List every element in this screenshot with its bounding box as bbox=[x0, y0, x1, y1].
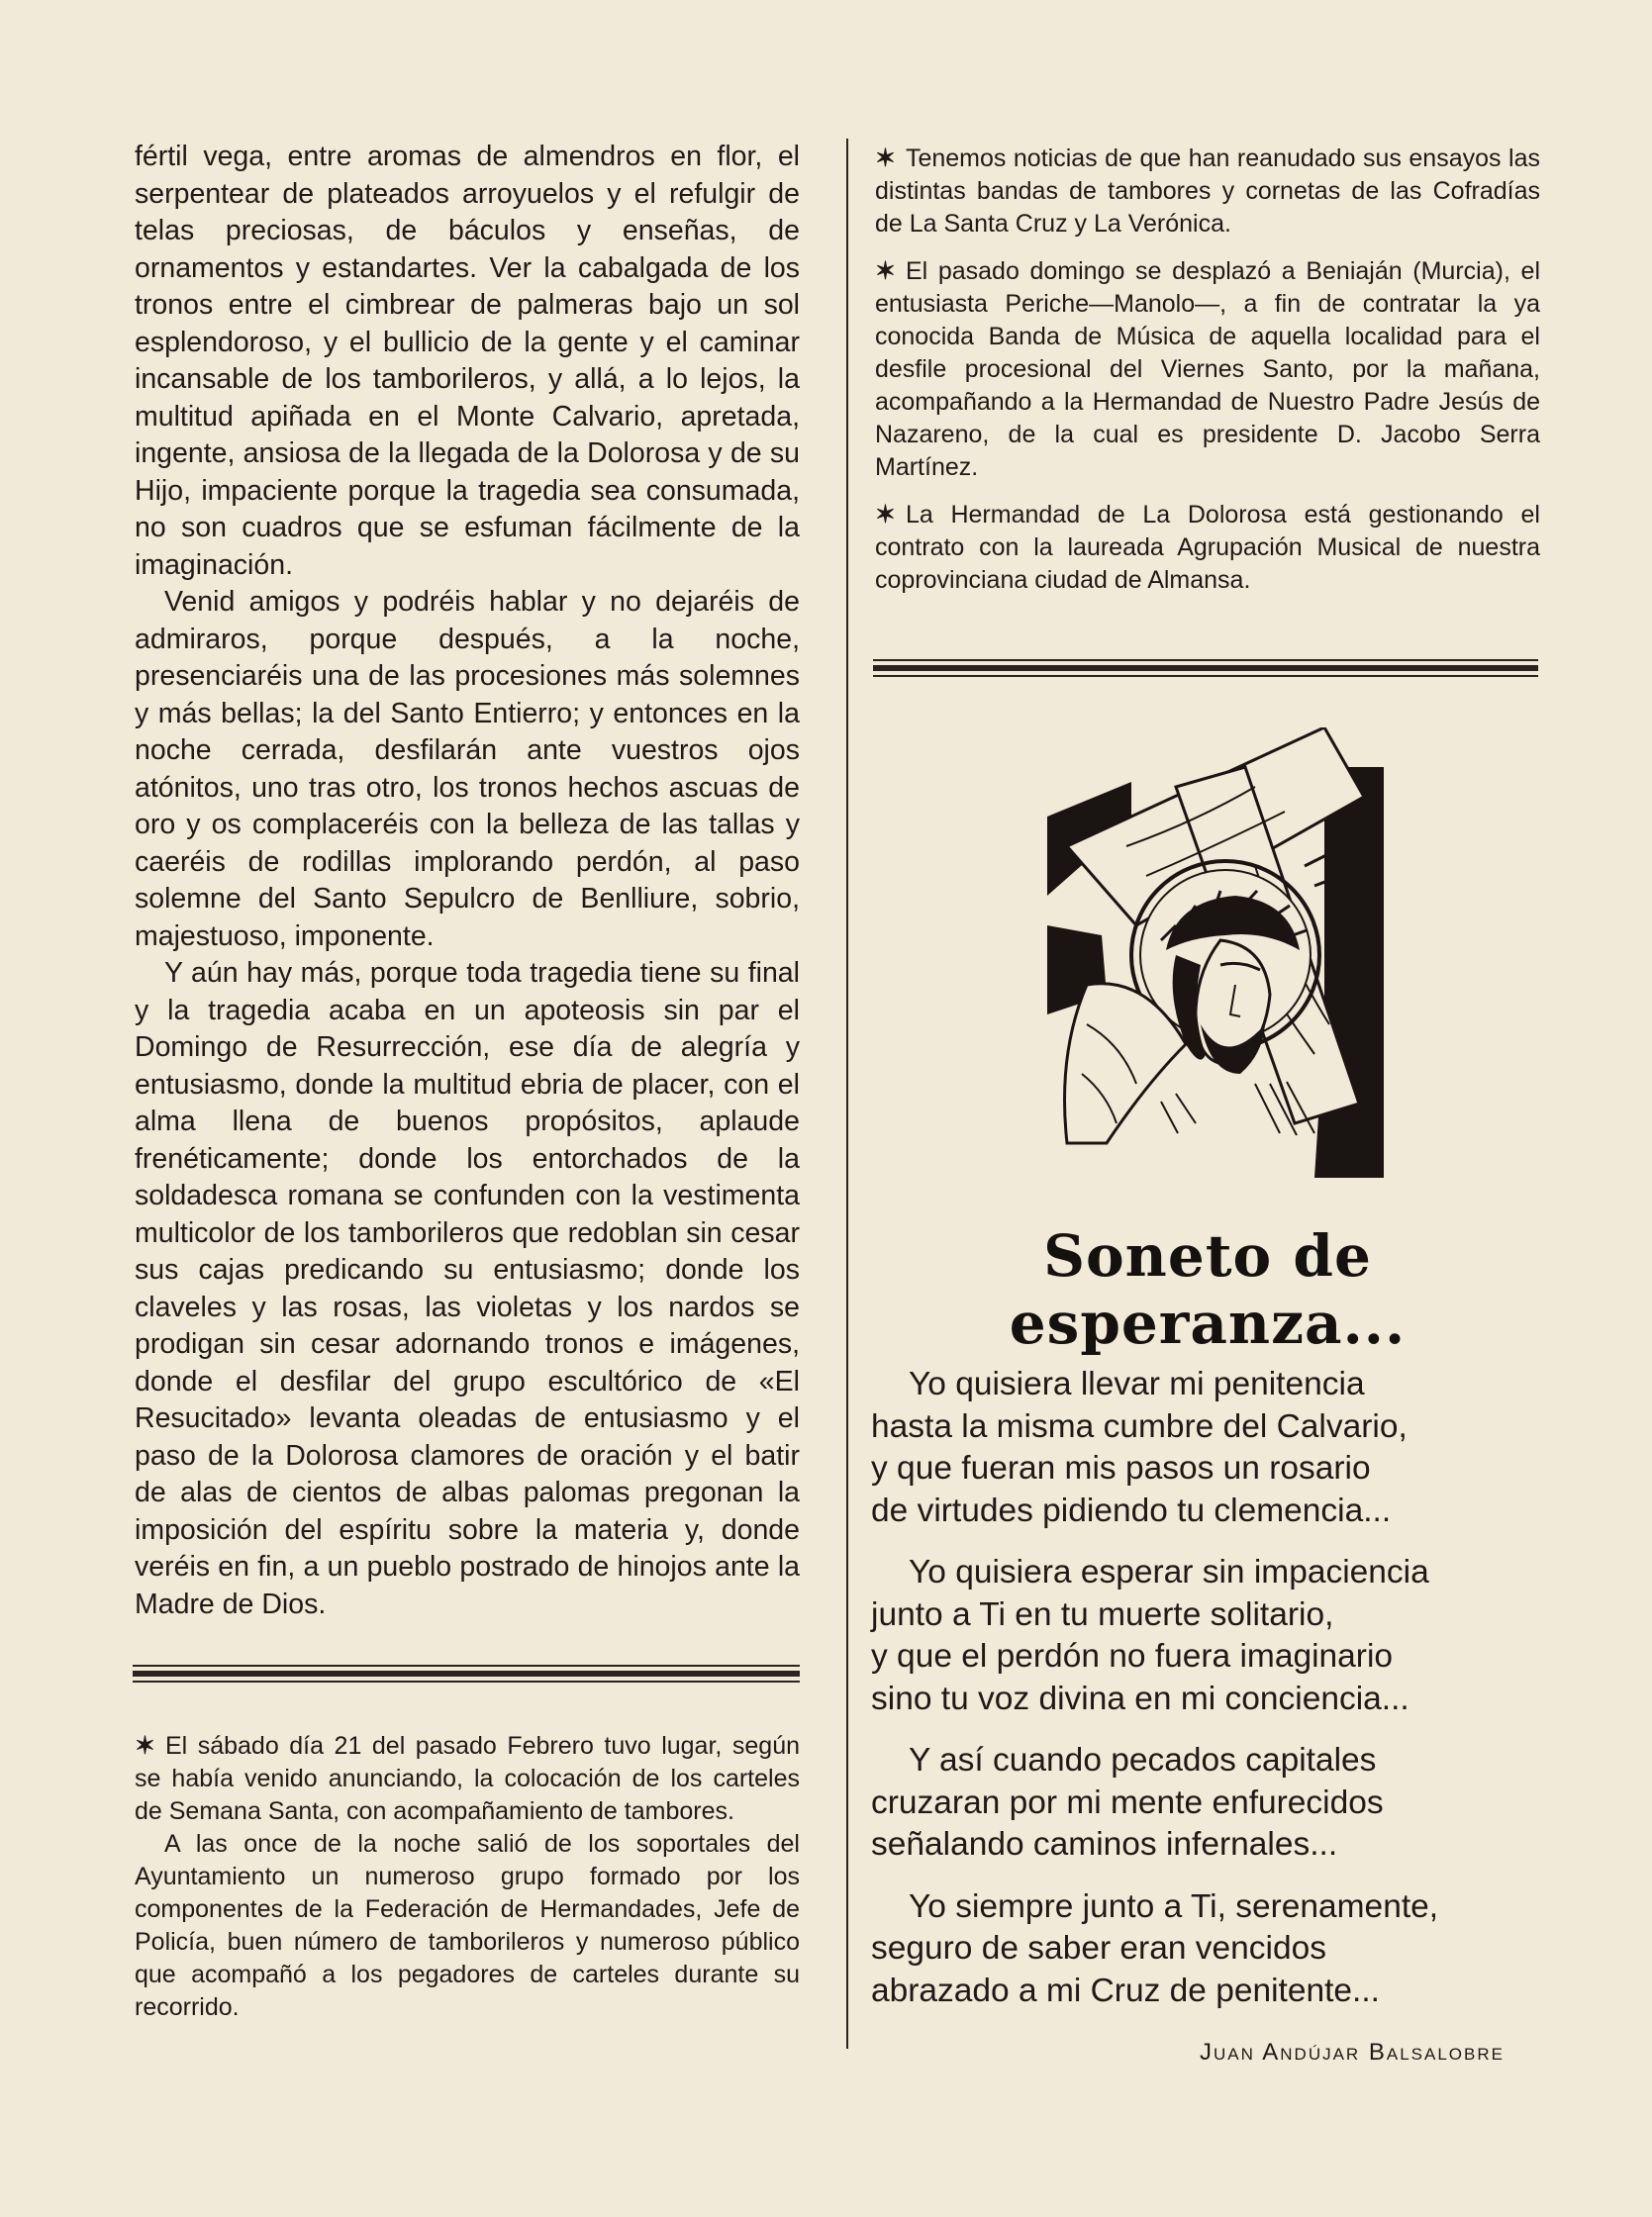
poem-line: y que el perdón no fuera imaginario bbox=[871, 1638, 1394, 1675]
note-item bbox=[875, 143, 1540, 241]
note-text: El pasado domingo se desplazó a Beniaján (Murcia), el entusiasta Periche—Manolo—, a fin de contratar la ya conocida Banda de Música de aquella localidad para el desfile procesional del Viernes Santo, por la mañana, acompañando a la Hermandad de Nuestro Padre Jesús de Nazareno, de la cual es presidente D. Jacobo Serra Martínez. bbox=[875, 257, 1540, 481]
poem-stanza bbox=[871, 1886, 1554, 2013]
left-news-notes bbox=[135, 1730, 800, 2024]
poem-line: junto a Ti en tu muerte solitario, bbox=[871, 1595, 1334, 1633]
star-bullet-icon: ✶ bbox=[875, 501, 896, 529]
poem-line: Yo quisiera esperar sin impaciencia bbox=[909, 1554, 1429, 1590]
star-bullet-icon: ✶ bbox=[135, 1732, 155, 1760]
poem-line: Y así cuando pecados capitales bbox=[909, 1742, 1377, 1779]
note-item bbox=[875, 499, 1540, 597]
poem-author: Juan Andújar Balsalobre bbox=[1200, 2039, 1505, 2066]
article-paragraph: Y aún hay más, porque toda tragedia tiene su final y la tragedia acaba en un apoteosis sin par el Domingo de Resurrección, ese día de alegría y entusiasmo, donde la multitud ebria de placer, con el alma llena de buenos propósitos, aplaude frenéticamente; donde los entorchados de la soldadesca romana se confunden con la vestimenta multicolor de los tamborileros que redoblan sin cesar sus cajas predicando su entusiasmo; donde los claveles y las rosas, las violetas y los nardos se prodigan sin cesar adornando tronos e imágenes, donde el desfilar del grupo escultórico de «El Resucitado» levanta oleadas de entusiasmo y el paso de la Dolorosa clamores de oración y el batir de alas de cientos de albas palomas pregonan la imposición del espíritu sobre la materia y, donde veréis en fin, a un pueblo postrado de hinojos ante la Madre de Dios. bbox=[135, 957, 800, 1620]
left-divider-rule bbox=[133, 1665, 800, 1683]
christ-with-cross-icon bbox=[1027, 727, 1423, 1193]
poem-body bbox=[871, 1364, 1554, 2032]
left-column-article bbox=[135, 139, 800, 1623]
note-text: A las once de la noche salió de los soportales del Ayuntamiento un numeroso grupo formado por los componentes de la Federación de Hermandades, Jefe de Policía, buen número de tamborileros y numeroso público que acompañó a los pegadores de carteles durante su recorrido. bbox=[135, 1830, 800, 2021]
poem-stanza bbox=[871, 1552, 1554, 1720]
note-item bbox=[875, 255, 1540, 484]
poem-line: Yo siempre junto a Ti, serenamente, bbox=[909, 1887, 1439, 1925]
note-text: El sábado día 21 del pasado Febrero tuvo lugar, según se había venido anunciando, la colocación de los carteles de Semana Santa, con acompañamiento de tambores. bbox=[135, 1732, 800, 1825]
poem-line: y que fueran mis pasos un rosario bbox=[871, 1450, 1371, 1487]
poem-stanza bbox=[871, 1740, 1554, 1867]
article-paragraph: fértil vega, entre aromas de almendros en flor, el serpentear de plateados arroyuelos y el refulgir de telas preciosas, de báculos y enseñas, de ornamentos y estandartes. Ver la cabalgada de los tronos entre el cimbrear de palmeras bajo un sol esplendoroso, y el bullicio de la gente y el caminar incansable de los tamborileros, y allá, a lo lejos, la multitud apiñada en el Monte Calvario, apretada, ingente, ansiosa de la llegada de la Dolorosa y de su Hijo, impaciente porque la tragedia sea consumada, no son cuadros que se esfuman fácilmente de la imaginación. bbox=[135, 141, 800, 581]
note-text: La Hermandad de La Dolorosa está gestionando el contrato con la laureada Agrupación Musical de nuestra coprovinciana ciudad de Almansa. bbox=[875, 501, 1540, 594]
column-separator bbox=[846, 139, 848, 2049]
note-text: Tenemos noticias de que han reanudado sus ensayos las distintas bandas de tambores y cornetas de las Cofradías de La Santa Cruz y La Verónica. bbox=[875, 145, 1540, 238]
poem-line: hasta la misma cumbre del Calvario, bbox=[871, 1407, 1408, 1445]
article-paragraph: Venid amigos y podréis hablar y no dejaréis de admiraros, porque después, a la noche, presenciaréis una de las procesiones más solemnes y más bellas; la del Santo Entierro; y entonces en la noche cerrada, desfilarán ante vuestros ojos atónitos, uno tras otro, los tronos hechos ascuas de oro y os complaceréis con la belleza de las tallas y caeréis de rodillas implorando perdón, al paso solemne del Santo Sepulcro de Benlliure, sobrio, majestuoso, imponente. bbox=[135, 586, 800, 952]
poem-line: sino tu voz divina en mi conciencia... bbox=[871, 1680, 1409, 1717]
poem-stanza bbox=[871, 1364, 1554, 1532]
poem-line: seguro de saber eran vencidos bbox=[871, 1930, 1326, 1967]
star-bullet-icon: ✶ bbox=[875, 145, 896, 172]
poem-line: abrazado a mi Cruz de penitente... bbox=[871, 1972, 1380, 2009]
poem-line: de virtudes pidiendo tu clemencia... bbox=[871, 1492, 1392, 1529]
poem-title: Soneto de esperanza... bbox=[1009, 1222, 1407, 1357]
poem-line: Yo quisiera llevar mi penitencia bbox=[909, 1366, 1365, 1402]
poem-line: señalando caminos infernales... bbox=[871, 1826, 1338, 1863]
right-news-notes bbox=[875, 143, 1540, 612]
poem-line: cruzaran por mi mente enfurecidos bbox=[871, 1783, 1384, 1821]
right-divider-rule bbox=[873, 659, 1538, 677]
star-bullet-icon: ✶ bbox=[875, 257, 896, 285]
